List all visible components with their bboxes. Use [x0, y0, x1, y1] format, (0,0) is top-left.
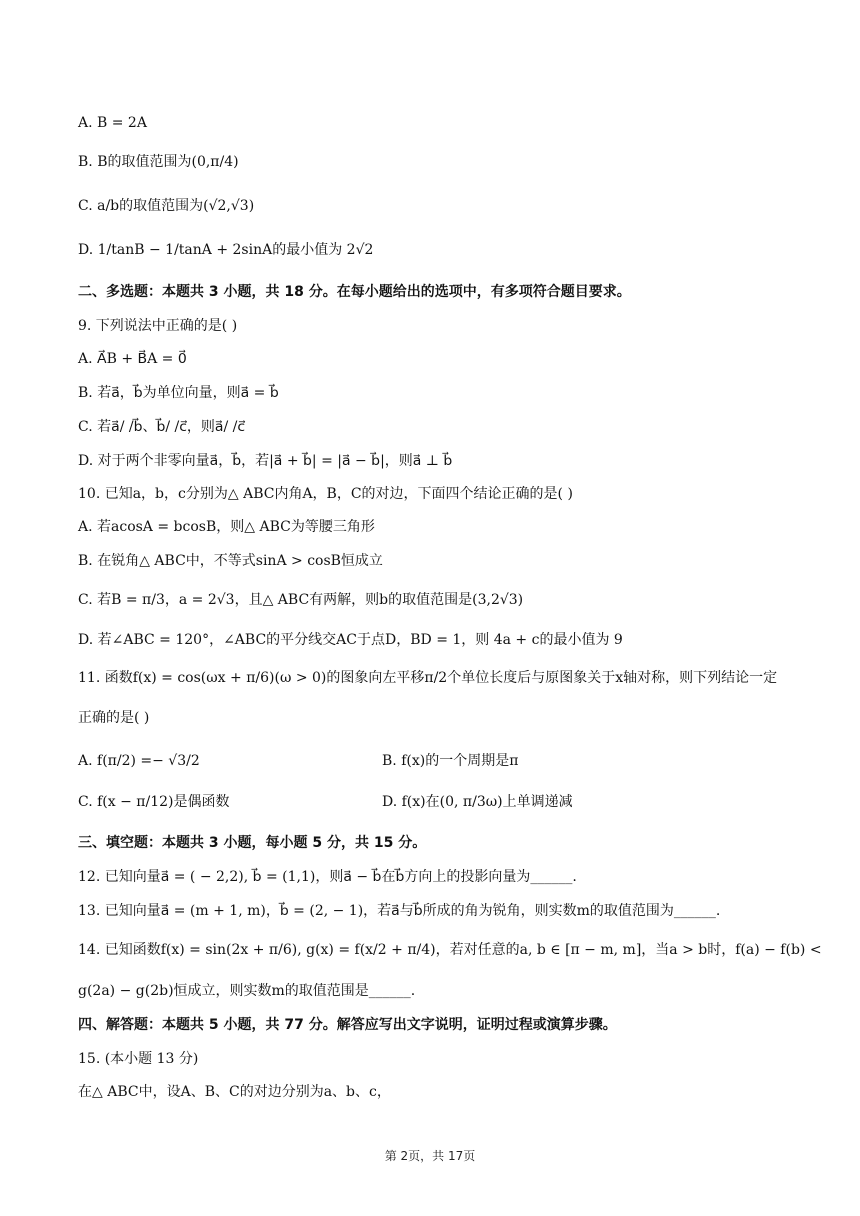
question-10: 10. 已知a，b，c分别为△ ABC内角A，B，C的对边，下面四个结论正确的是( ): [78, 486, 573, 502]
question-14: 14. 已知函数f(x) = sin(2x + π/6), g(x) = f(x/2 + π/4)，若对任意的a, b ∈ [π − m, m]，当a > b时，f(a) − f(b) <: [78, 942, 822, 958]
q11-option-c: C. f(x − π/12)是偶函数: [78, 794, 230, 810]
q10-option-a: A. 若acosA = bcosB，则△ ABC为等腰三角形: [78, 519, 375, 535]
question-11-continued: 正确的是( ): [78, 710, 150, 726]
q9-option-b: B. 若a⃗，b⃗为单位向量，则a⃗ = b⃗: [78, 385, 279, 401]
question-14-continued: g(2a) − g(2b)恒成立，则实数m的取值范围是______.: [78, 983, 416, 999]
q9-option-d: D. 对于两个非零向量a⃗，b⃗，若|a⃗ + b⃗| = |a⃗ − b⃗|，则a⃗ ⊥ b⃗: [78, 453, 453, 469]
question-15-text: 在△ ABC中，设A、B、C的对边分别为a、b、c，: [78, 1084, 391, 1100]
q11-option-b: B. f(x)的一个周期是π: [382, 753, 519, 769]
question-12: 12. 已知向量a⃗ = ( − 2,2), b⃗ = (1,1)，则a⃗ − b⃗在b⃗方向上的投影向量为______.: [78, 869, 577, 885]
question-13: 13. 已知向量a⃗ = (m + 1, m)，b⃗ = (2, − 1)，若a⃗与b⃗所成的角为锐角，则实数m的取值范围为______.: [78, 903, 721, 919]
page-footer: 第 2页，共 17页: [384, 1149, 476, 1163]
question-15: 15. (本小题 13 分): [78, 1051, 199, 1067]
section-heading-fill-in: 三、填空题：本题共 3 小题，每小题 5 分，共 15 分。: [78, 835, 427, 851]
q8-option-a: A. B = 2A: [78, 115, 147, 131]
q10-option-d: D. 若∠ABC = 120°，∠ABC的平分线交AC于点D，BD = 1，则 4a + c的最小值为 9: [78, 632, 623, 648]
q8-option-d: D. 1/tanB − 1/tanA + 2sinA的最小值为 2√2: [78, 242, 374, 258]
question-11: 11. 函数f(x) = cos(ωx + π/6)(ω > 0)的图象向左平移π/2个单位长度后与原图象关于x轴对称，则下列结论一定: [78, 670, 778, 686]
q10-option-c: C. 若B = π/3，a = 2√3，且△ ABC有两解，则b的取值范围是(3,2√3): [78, 592, 524, 608]
section-heading-solutions: 四、解答题：本题共 5 小题，共 77 分。解答应写出文字说明，证明过程或演算步骤。: [78, 1017, 617, 1033]
q11-option-d: D. f(x)在(0, π/3ω)上单调递减: [382, 794, 573, 810]
q11-option-a: A. f(π/2) =− √3/2: [78, 753, 200, 769]
q9-option-c: C. 若a⃗/ /b⃗、b⃗/ /c⃗，则a⃗/ /c⃗: [78, 419, 246, 435]
q9-option-a: A. A⃗B + B⃗A = 0⃗: [78, 351, 187, 367]
q8-option-b: B. B的取值范围为(0,π/4): [78, 154, 239, 170]
section-heading-multiple-choice: 二、多选题：本题共 3 小题，共 18 分。在每小题给出的选项中，有多项符合题目要求。: [78, 284, 631, 300]
question-9: 9. 下列说法中正确的是( ): [78, 318, 238, 334]
q10-option-b: B. 在锐角△ ABC中，不等式sinA > cosB恒成立: [78, 553, 383, 569]
q8-option-c: C. a/b的取值范围为(√2,√3): [78, 198, 255, 214]
